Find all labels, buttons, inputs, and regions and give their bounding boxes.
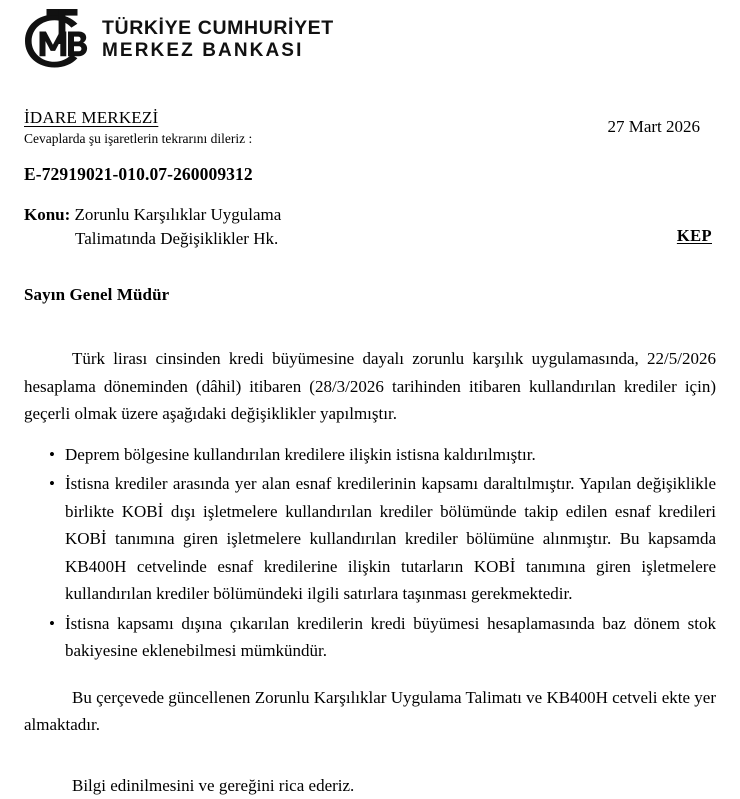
list-item-text: Deprem bölgesine kullandırılan kredilere ilişkin istisna kaldırılmıştır. — [65, 444, 536, 464]
wordmark-line-2: MERKEZ BANKASI — [102, 40, 304, 62]
document-reference-number: E-72919021-010.07-260009312 — [24, 164, 253, 184]
list-item-text: İstisna kapsamı dışına çıkarılan kredilerin kredi büyümesi hesaplamasında baz dönem stok bakiyesine eklenebilmesi mümkündür. — [65, 613, 716, 661]
subject-label: Konu: — [24, 205, 71, 224]
final-paragraph: Bilgi edinilmesini ve gereğini rica ederiz. — [72, 775, 355, 795]
list-item — [24, 470, 716, 608]
list-item — [24, 610, 716, 665]
tcmb-monogram-icon — [18, 6, 90, 72]
closing-paragraph: Bu çerçevede güncellenen Zorunlu Karşılıklar Uygulama Talimatı ve KB400H cetveli ekte yer almaktadır. — [24, 687, 716, 735]
bullet-icon: • — [49, 444, 55, 464]
bank-wordmark — [102, 16, 334, 61]
bullet-icon: • — [49, 474, 55, 494]
delivery-channel-badge: KEP — [676, 226, 712, 245]
letterhead — [18, 6, 334, 72]
intro-paragraph: Türk lirası cinsinden kredi büyümesine dayalı zorunlu karşılık uygulamasında, 22/5/2026 hesaplama döneminden (dâhil) itibaren (28/3/2026 tarihinden itibaren kullandırılan krediler için) geçerli olmak üzere aşağıdaki değişiklikler yapılmıştır. — [24, 349, 716, 424]
list-item — [24, 441, 716, 469]
amendments-list — [24, 441, 716, 665]
salutation: Sayın Genel Müdür — [24, 285, 170, 304]
body-spacer — [24, 675, 716, 684]
subject-block — [24, 203, 444, 251]
reply-reference-note: Cevaplarda şu işaretlerin tekrarını dileriz : — [24, 131, 253, 146]
list-item-text: İstisna krediler arasında yer alan esnaf kredilerinin kapsamı daraltılmıştır. Yapılan değişiklikle birlikte KOBİ dışı işletmelere kullandırılan krediler bölümünde takip edilen esnaf kredileri KOBİ tanımına giren işletmelere kullandırılan krediler bölümüne alınmıştır. Bu kapsamda KB400H cetvelinde esnaf kredilerine ilişkin tutarların KOBİ tanımına giren işletmelere kullandırılan krediler bölümündeki ilgili satırlara taşınması gerekmektedir. — [65, 474, 716, 604]
bullet-icon: • — [49, 613, 55, 633]
subject-line-2: Talimatında Değişiklikler Hk. — [75, 229, 279, 249]
letter-body — [24, 345, 716, 799]
subject-line-1: Zorunlu Karşılıklar Uygulama — [74, 205, 282, 224]
issuing-unit: İDARE MERKEZİ — [24, 108, 159, 127]
document-date: 27 Mart 2026 — [607, 117, 700, 136]
wordmark-line-1: TÜRKİYE CUMHURİYET — [102, 17, 334, 40]
